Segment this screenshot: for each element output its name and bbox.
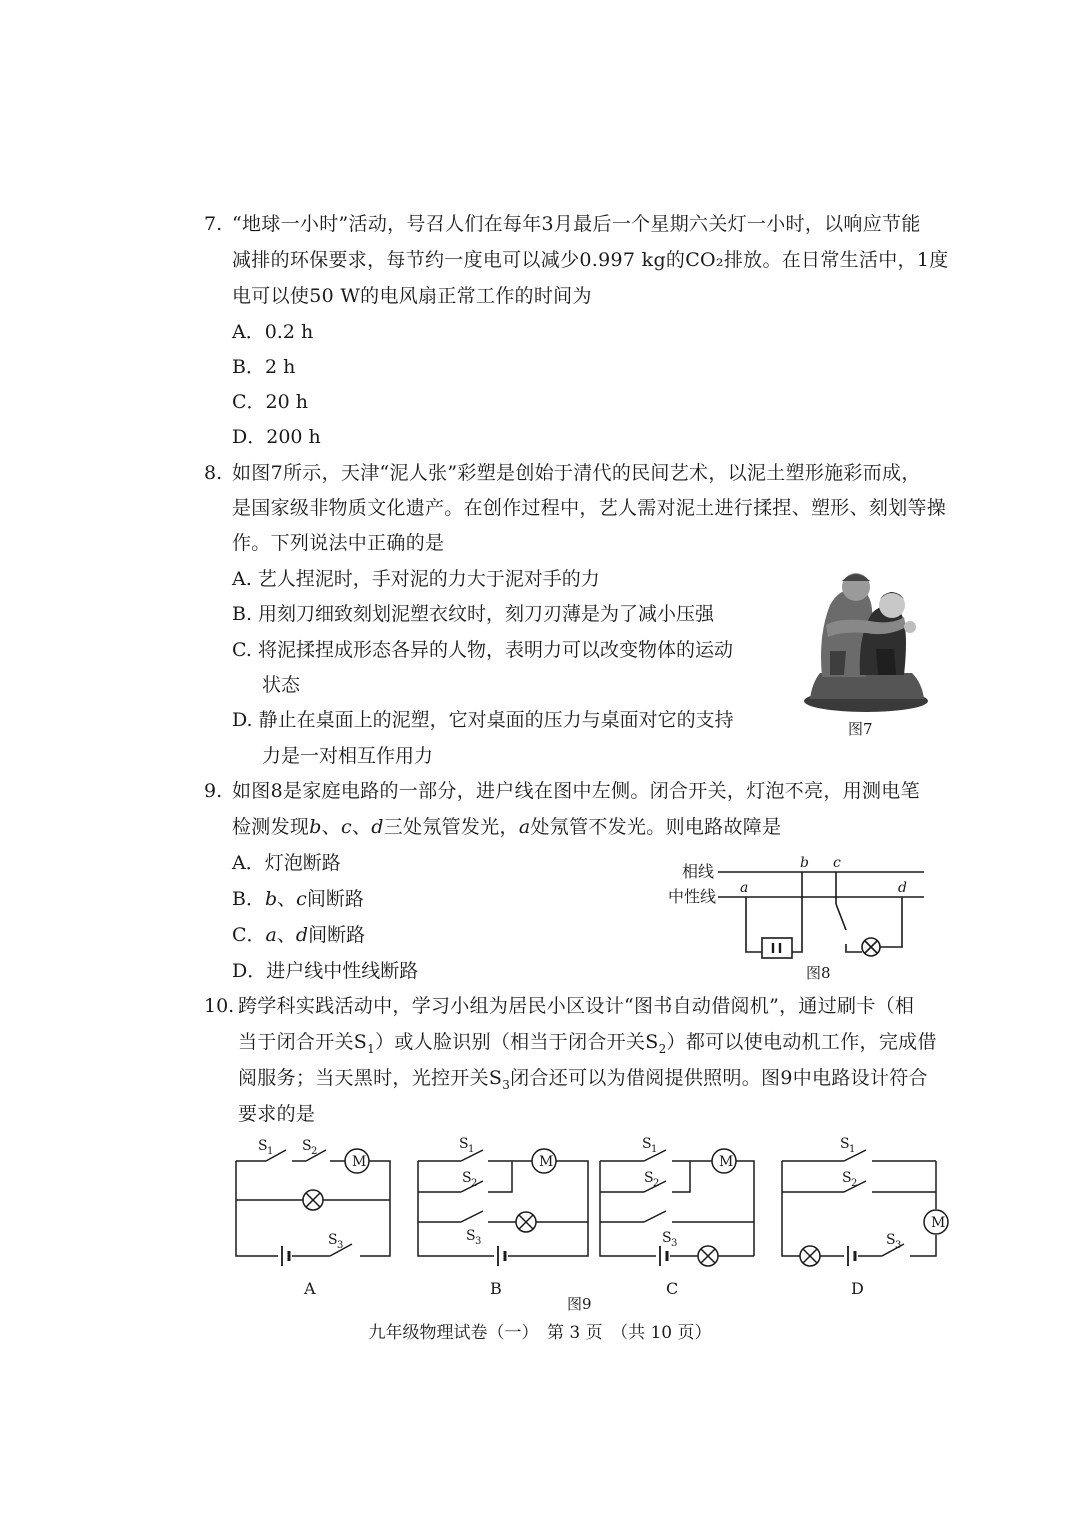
svg-text:M: M	[719, 1154, 734, 1170]
circuit-b-label: B	[490, 1279, 502, 1298]
svg-text:S: S	[459, 1136, 469, 1152]
q8-line-2: 是国家级非物质文化遗产。在创作过程中，艺人需对泥土进行揉捏、塑形、刻划等操	[232, 497, 947, 519]
point-a-label: a	[740, 880, 749, 896]
figure-9-caption: 图9	[567, 1295, 592, 1313]
svg-text:S: S	[840, 1136, 850, 1152]
q8-option-c-cont: 状态	[262, 674, 301, 696]
svg-text:S: S	[258, 1138, 268, 1154]
q9-option-b: B．b、c间断路	[232, 888, 364, 910]
q7-option-d: D．200 h	[232, 426, 321, 448]
svg-text:S: S	[462, 1170, 472, 1186]
q7-number: 7.	[204, 213, 223, 235]
q10-line-1: 跨学科实践活动中，学习小组为居民小区设计“图书自动借阅机”，通过刷卡（相	[238, 995, 915, 1017]
point-b-label: b	[800, 855, 809, 871]
live-wire-label: 相线	[682, 862, 715, 881]
svg-text:S: S	[642, 1136, 652, 1152]
figure-7-caption: 图7	[848, 720, 873, 738]
svg-text:2: 2	[851, 1178, 858, 1189]
circuit-options-figure	[226, 1130, 956, 1310]
q8-option-d: D. 静止在桌面上的泥塑，它对桌面的压力与桌面对它的支持	[232, 709, 734, 731]
circuit-d	[782, 1136, 948, 1298]
q10-line-2: 当于闭合开关$S_1$）或人脸识别（相当于闭合开关$S_2$）都可以使电动机工作，完成借	[238, 1031, 937, 1056]
q9-option-a: A．灯泡断路	[232, 852, 341, 874]
q8-option-b: B. 用刻刀细致刻划泥塑衣纹时，刻刀刃薄是为了减小压强	[232, 603, 715, 625]
q7-option-b: B．2 h	[232, 356, 296, 378]
svg-text:S: S	[662, 1230, 672, 1246]
q7-line-2: 减排的环保要求，每节约一度电可以减少0.997 kg的CO₂排放。在日常生活中，1度	[232, 249, 949, 271]
q8-option-a: A. 艺人捏泥时，手对泥的力大于泥对手的力	[232, 568, 600, 590]
svg-text:M: M	[352, 1154, 367, 1170]
svg-text:S: S	[302, 1138, 312, 1154]
clay-figurine-image	[800, 565, 935, 715]
q10-number: 10.	[204, 995, 235, 1017]
q9-line-2: 检测发现b、c、d三处氖管发光，a处氖管不发光。则电路故障是	[232, 816, 782, 838]
q9-option-d: D．进户线中性线断路	[232, 960, 419, 982]
circuit-c-label: C	[666, 1279, 679, 1298]
svg-text:S: S	[886, 1232, 896, 1248]
q9-option-c: C．a、d间断路	[232, 924, 366, 946]
circuit-a-label: A	[304, 1279, 316, 1298]
page-footer: 九年级物理试卷（一） 第 3 页 （共 10 页）	[368, 1323, 712, 1343]
q8-line-3: 作。下列说法中正确的是	[232, 532, 445, 554]
svg-text:S: S	[328, 1232, 338, 1248]
svg-text:M: M	[931, 1215, 946, 1231]
q8-option-d-cont: 力是一对相互作用力	[262, 745, 434, 767]
q8-number: 8.	[204, 462, 223, 484]
svg-text:M: M	[539, 1154, 554, 1170]
svg-text:3: 3	[475, 1236, 482, 1247]
circuit-c	[600, 1136, 754, 1298]
neutral-wire-label: 中性线	[668, 887, 717, 906]
q7-line-1: “地球一小时”活动，号召人们在每年3月最后一个星期六关灯一小时，以响应节能	[232, 213, 921, 235]
svg-text:1: 1	[849, 1144, 856, 1155]
svg-text:2: 2	[653, 1178, 660, 1189]
svg-text:S: S	[644, 1170, 654, 1186]
svg-text:3: 3	[671, 1238, 678, 1249]
q7-option-c: C．20 h	[232, 391, 308, 413]
circuit-b	[418, 1136, 588, 1298]
q9-line-1: 如图8是家庭电路的一部分，进户线在图中左侧。闭合开关，灯泡不亮，用测电笔	[232, 780, 920, 802]
svg-text:3: 3	[337, 1240, 344, 1251]
svg-text:2: 2	[471, 1178, 478, 1189]
svg-text:3: 3	[895, 1240, 902, 1251]
q8-option-c: C. 将泥揉捏成形态各异的人物，表明力可以改变物体的运动	[232, 639, 733, 661]
svg-text:2: 2	[311, 1146, 318, 1157]
q10-line-3: 阅服务；当天黑时，光控开关$S_3$闭合还可以为借阅提供照明。图9中电路设计符合	[238, 1067, 928, 1092]
svg-text:S: S	[466, 1228, 476, 1244]
point-c-label: c	[833, 855, 841, 871]
household-circuit-diagram	[716, 852, 926, 962]
q10-line-4: 要求的是	[238, 1103, 316, 1125]
point-d-label: d	[898, 880, 907, 896]
q8-line-1: 如图7所示，天津“泥人张”彩塑是创始于清代的民间艺术，以泥土塑形施彩而成，	[232, 462, 921, 484]
q7-option-a: A．0.2 h	[232, 321, 314, 343]
svg-text:S: S	[842, 1170, 852, 1186]
q9-number: 9.	[204, 780, 223, 802]
svg-text:1: 1	[468, 1144, 475, 1155]
figure-8-caption: 图8	[806, 964, 831, 982]
svg-text:1: 1	[651, 1144, 658, 1155]
q7-line-3: 电可以使50 W的电风扇正常工作的时间为	[232, 285, 592, 307]
circuit-d-label: D	[851, 1279, 864, 1298]
circuit-a	[236, 1138, 390, 1298]
svg-text:1: 1	[267, 1146, 274, 1157]
